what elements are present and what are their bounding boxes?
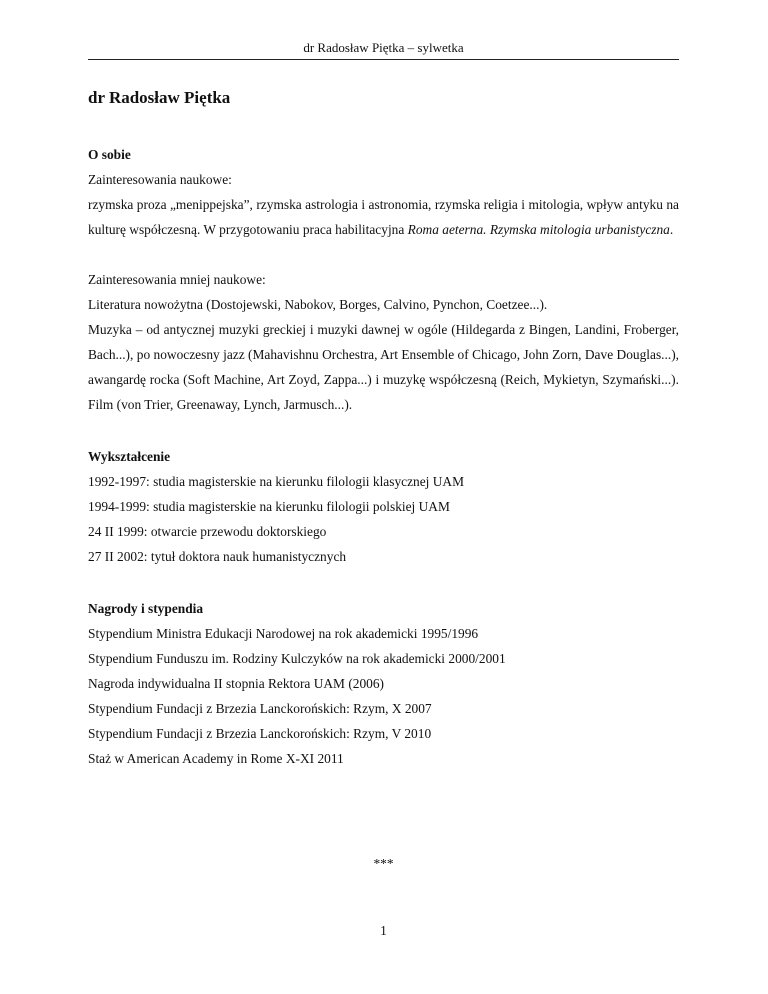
scientific-interests-text-b: . xyxy=(669,222,674,237)
document-title: dr Radosław Piętka xyxy=(88,88,231,107)
education-item: 27 II 2002: tytuł doktora nauk humanistycznych xyxy=(88,549,347,564)
awards-heading: Nagrody i stypendia xyxy=(88,601,204,616)
other-interests-music-film: Muzyka – od antycznej muzyki greckiej i muzyki dawnej w ogóle (Hildegarda z Bingen, Landini, Froberger, Bach...), po nowoczesny jazz (Mahavishnu Orchestra, Art Ensemble of Chicago, John Zorn, Dave Douglas...), awangardę rocka (Soft Machine, Art Zoyd, Zappa...) i muzykę współczesną (Reich, Mykietyn, Szymański...). Film (von Trier, Greenaway, Lynch, Jarmusch...). xyxy=(88,322,679,412)
other-interests-literature: Literatura nowożytna (Dostojewski, Nabokov, Borges, Calvino, Pynchon, Coetzee...). xyxy=(88,297,548,312)
education-heading: Wykształcenie xyxy=(88,449,171,464)
other-interests-label: Zainteresowania mniej naukowe: xyxy=(88,272,266,287)
spacer xyxy=(88,569,679,596)
scientific-interests-text-a: rzymska proza „menippejska”, rzymska astrologia i astronomia, rzymska religia i mitologia, wpływ antyku na kulturę współczesną. W przygotowaniu praca habilitacyjna xyxy=(88,197,679,237)
spacer xyxy=(88,112,679,142)
award-item: Nagroda indywidualna II stopnia Rektora UAM (2006) xyxy=(88,676,385,691)
section-separator: *** xyxy=(373,856,394,871)
scientific-interests-label: Zainteresowania naukowe: xyxy=(88,172,232,187)
education-item: 24 II 1999: otwarcie przewodu doktorskiego xyxy=(88,524,327,539)
education-item: 1992-1997: studia magisterskie na kierunku filologii klasycznej UAM xyxy=(88,474,464,489)
page-number: 1 xyxy=(380,923,387,938)
scientific-interests-text xyxy=(88,192,679,242)
award-item: Stypendium Fundacji z Brzezia Lanckorońskich: Rzym, X 2007 xyxy=(88,701,432,716)
habilitation-title: Roma aeterna. Rzymska mitologia urbanistyczna xyxy=(407,222,670,237)
document-body xyxy=(88,84,679,771)
award-item: Staż w American Academy in Rome X-XI 2011 xyxy=(88,751,344,766)
award-item: Stypendium Ministra Edukacji Narodowej na rok akademicki 1995/1996 xyxy=(88,626,479,641)
header-rule xyxy=(88,59,679,60)
about-heading: O sobie xyxy=(88,147,131,162)
award-item: Stypendium Funduszu im. Rodziny Kulczyków na rok akademicki 2000/2001 xyxy=(88,651,506,666)
spacer xyxy=(88,242,679,267)
education-item: 1994-1999: studia magisterskie na kierunku filologii polskiej UAM xyxy=(88,499,450,514)
running-header: dr Radosław Piętka – sylwetka xyxy=(303,40,464,55)
award-item: Stypendium Fundacji z Brzezia Lanckorońskich: Rzym, V 2010 xyxy=(88,726,432,741)
spacer xyxy=(88,417,679,444)
